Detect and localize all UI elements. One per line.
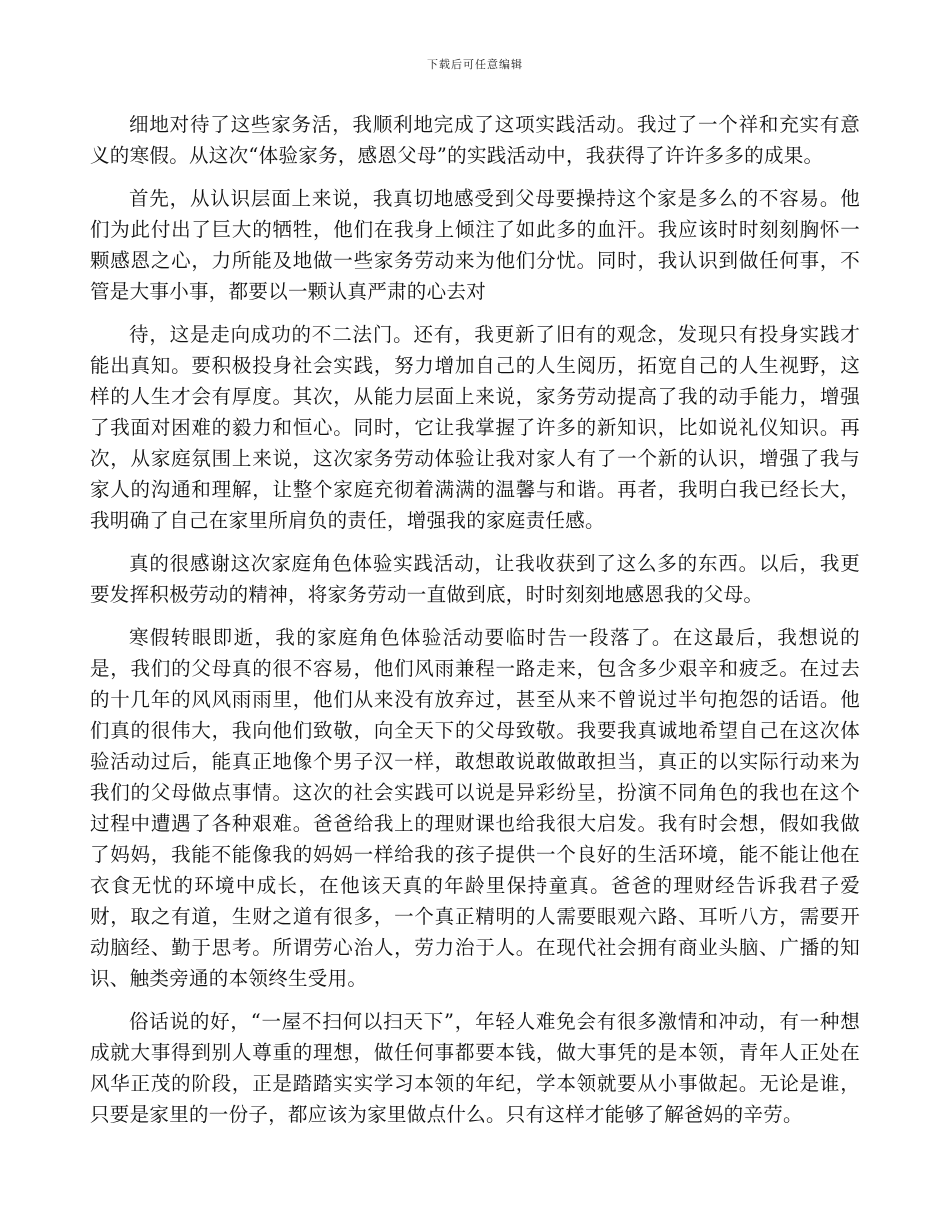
paragraph-3: 待，这是走向成功的不二法门。还有，我更新了旧有的观念，发现只有投身实践才能出真知。要积极投身社会实践，努力增加自己的人生阅历，拓宽自己的人生视野，这样的人生才会有厚度。其次，从能力层面上来说，家务劳动提高了我的动手能力，增强了我面对困难的毅力和恒心。同时，它让我掌握了许多的新知识，比如说礼仪知识。再次，从家庭氛围上来说，这次家务劳动体验让我对家人有了一个新的认识，增强了我与家人的沟通和理解，让整个家庭充彻着满满的温馨与和谐。再者，我明白我已经长大，我明确了自己在家里所肩负的责任，增强我的家庭责任感。 <box>90 323 860 532</box>
paragraph-2: 首先，从认识层面上来说，我真切地感受到父母要操持这个家是多么的不容易。他们为此付出了巨大的牺牲，他们在我身上倾注了如此多的血汗。我应该时时刻刻胸怀一颗感恩之心，力所能及地做一些家务劳动来为他们分忧。同时，我认识到做任何事，不管是大事小事，都要以一颗认真严肃的心去对 <box>90 187 860 303</box>
paragraph-1: 细地对待了这些家务活，我顺利地完成了这项实践活动。我过了一个祥和充实有意义的寒假。从这次“体验家务，感恩父母”的实践活动中，我获得了许许多多的成果。 <box>90 113 860 167</box>
paragraph-6: 俗话说的好，“一屋不扫何以扫天下”，年轻人难免会有很多激情和冲动，有一种想成就大事得到别人尊重的理想，做任何事都要本钱，做大事凭的是本领，青年人正处在风华正茂的阶段，正是踏踏实实学习本领的年纪，学本领就要从小事做起。无论是谁，只要是家里的一份子，都应该为家里做点什么。只有这样才能够了解爸妈的辛劳。 <box>90 1010 860 1126</box>
page-header: 下载后可任意编辑 <box>427 58 523 71</box>
document-body <box>90 109 860 1142</box>
paragraph-5: 寒假转眼即逝，我的家庭角色体验活动要临时告一段落了。在这最后，我想说的是，我们的父母真的很不容易，他们风雨兼程一路走来，包含多少艰辛和疲乏。在过去的十几年的风风雨雨里，他们从来没有放弃过，甚至从来不曾说过半句抱怨的话语。他们真的很伟大，我向他们致敬，向全天下的父母致敬。我要我真诚地希望自己在这次体验活动过后，能真正地像个男子汉一样，敢想敢说敢做敢担当，真正的以实际行动来为我们的父母做点事情。这次的社会实践可以说是异彩纷呈，扮演不同角色的我也在这个过程中遭遇了各种艰难。爸爸给我上的理财课也给我很大启发。我有时会想，假如我做了妈妈，我能不能像我的妈妈一样给我的孩子提供一个良好的生活环境，能不能让他在衣食无忧的环境中成长，在他该天真的年龄里保持童真。爸爸的理财经告诉我君子爱财，取之有道，生财之道有很多，一个真正精明的人需要眼观六路、耳听八方，需要开动脑经、勤于思考。所谓劳心治人，劳力治于人。在现代社会拥有商业头脑、广播的知识、触类旁通的本领终生受用。 <box>90 626 860 990</box>
paragraph-4: 真的很感谢这次家庭角色体验实践活动，让我收获到了这么多的东西。以后，我更要发挥积极劳动的精神，将家务劳动一直做到底，时时刻刻地感恩我的父母。 <box>90 552 860 606</box>
